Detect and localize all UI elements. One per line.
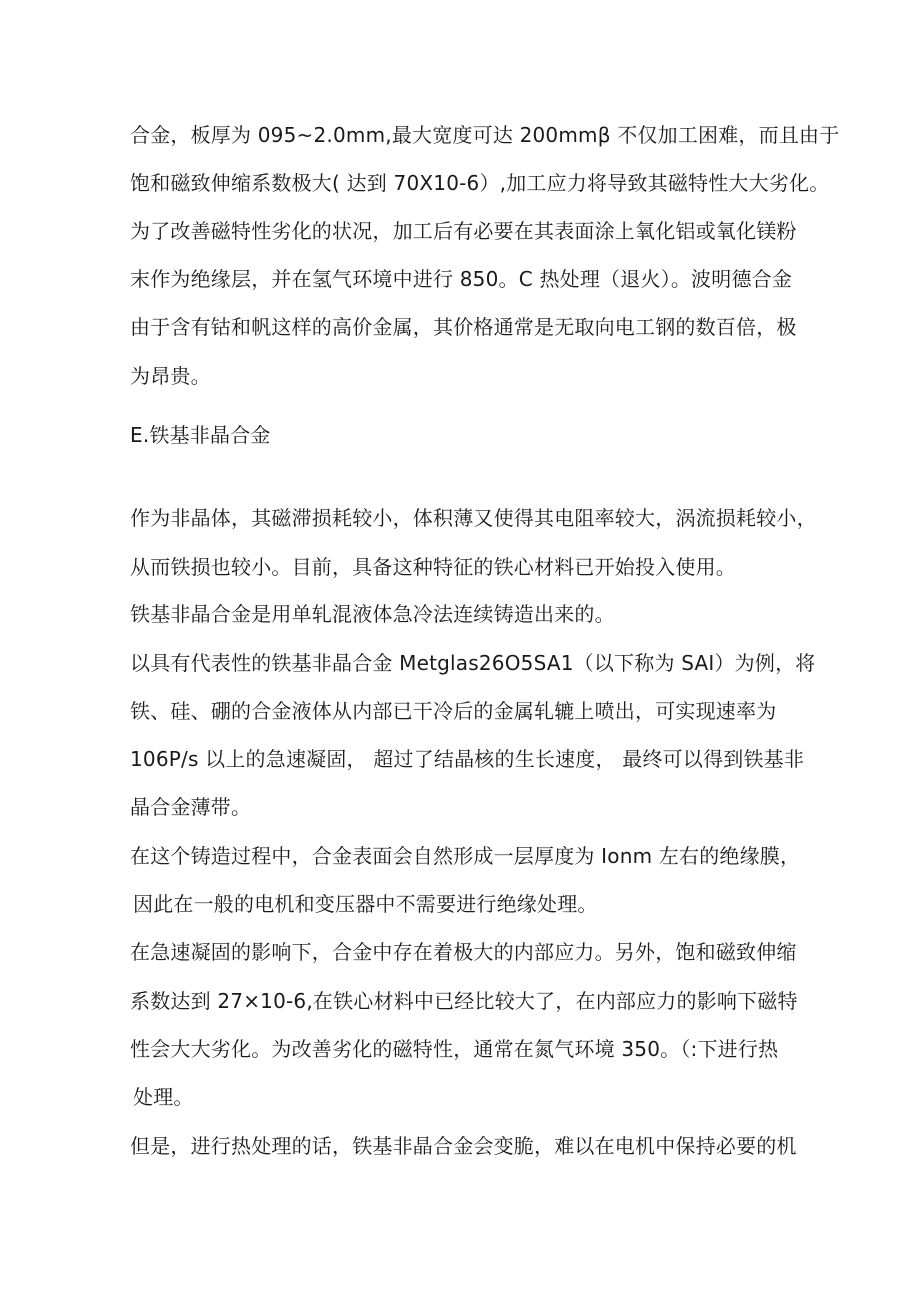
text-line: 因此在一般的电机和变压器中不需要进行绝缘处理。	[133, 892, 598, 916]
text-line: 合金，板厚为 095~2.0mm,最大宽度可达 200mmβ 不仅加工困难，而且由于	[130, 123, 840, 147]
text-line: 为了改善磁特性劣化的状况，加工后有必要在其表面涂上氧化铝或氧化镁粉	[130, 219, 797, 243]
text-line: 106P/s 以上的急速凝固， 超过了结晶核的生长速度， 最终可以得到铁基非	[130, 747, 805, 771]
text-line: 由于含有钴和帆这样的高价金属，其价格通常是无取向电工钢的数百倍，极	[130, 315, 797, 339]
text-line: 为昂贵。	[130, 364, 211, 388]
text-line: 铁、硅、硼的合金液体从内部已干冷后的金属轧辘上喷出，可实现速率为	[130, 699, 777, 723]
text-line: 但是，进行热处理的话，铁基非晶合金会变脆，难以在电机中保持必要的机	[130, 1134, 797, 1158]
section-heading: E.铁基非晶合金	[130, 423, 271, 447]
text-line: 系数达到 27×10-6,在铁心材料中已经比较大了，在内部应力的影响下磁特	[130, 989, 798, 1013]
text-line: 性会大大劣化。为改善劣化的磁特性，通常在氮气环境 350。（:下进行热	[130, 1037, 779, 1061]
text-line: 在这个铸造过程中，合金表面会自然形成一层厚度为 Ionm 左右的绝缘膜，	[130, 844, 801, 868]
text-line: 在急速凝固的影响下，合金中存在着极大的内部应力。另外，饱和磁致伸缩	[130, 940, 797, 964]
text-line: 从而铁损也较小。目前，具备这种特征的铁心材料已开始投入使用。	[130, 555, 736, 579]
text-line: 末作为绝缘层，并在氢气环境中进行 850。C 热处理（退火）。波明德合金	[130, 267, 793, 291]
text-line: 以具有代表性的铁基非晶合金 Metglas26O5SA1（以下称为 SAI）为例，将	[130, 651, 816, 675]
text-line: 饱和磁致伸缩系数极大( 达到 70X10-6）,加工应力将导致其磁特性大大劣化。	[130, 171, 830, 195]
text-line: 晶合金薄带。	[130, 795, 252, 819]
text-line: 作为非晶体，其磁滞损耗较小，体积薄又使得其电阻率较大，涡流损耗较小，	[130, 506, 817, 530]
text-line: 铁基非晶合金是用单轧混液体急冷法连续铸造出来的。	[130, 602, 615, 626]
text-line: 处理。	[133, 1085, 194, 1109]
